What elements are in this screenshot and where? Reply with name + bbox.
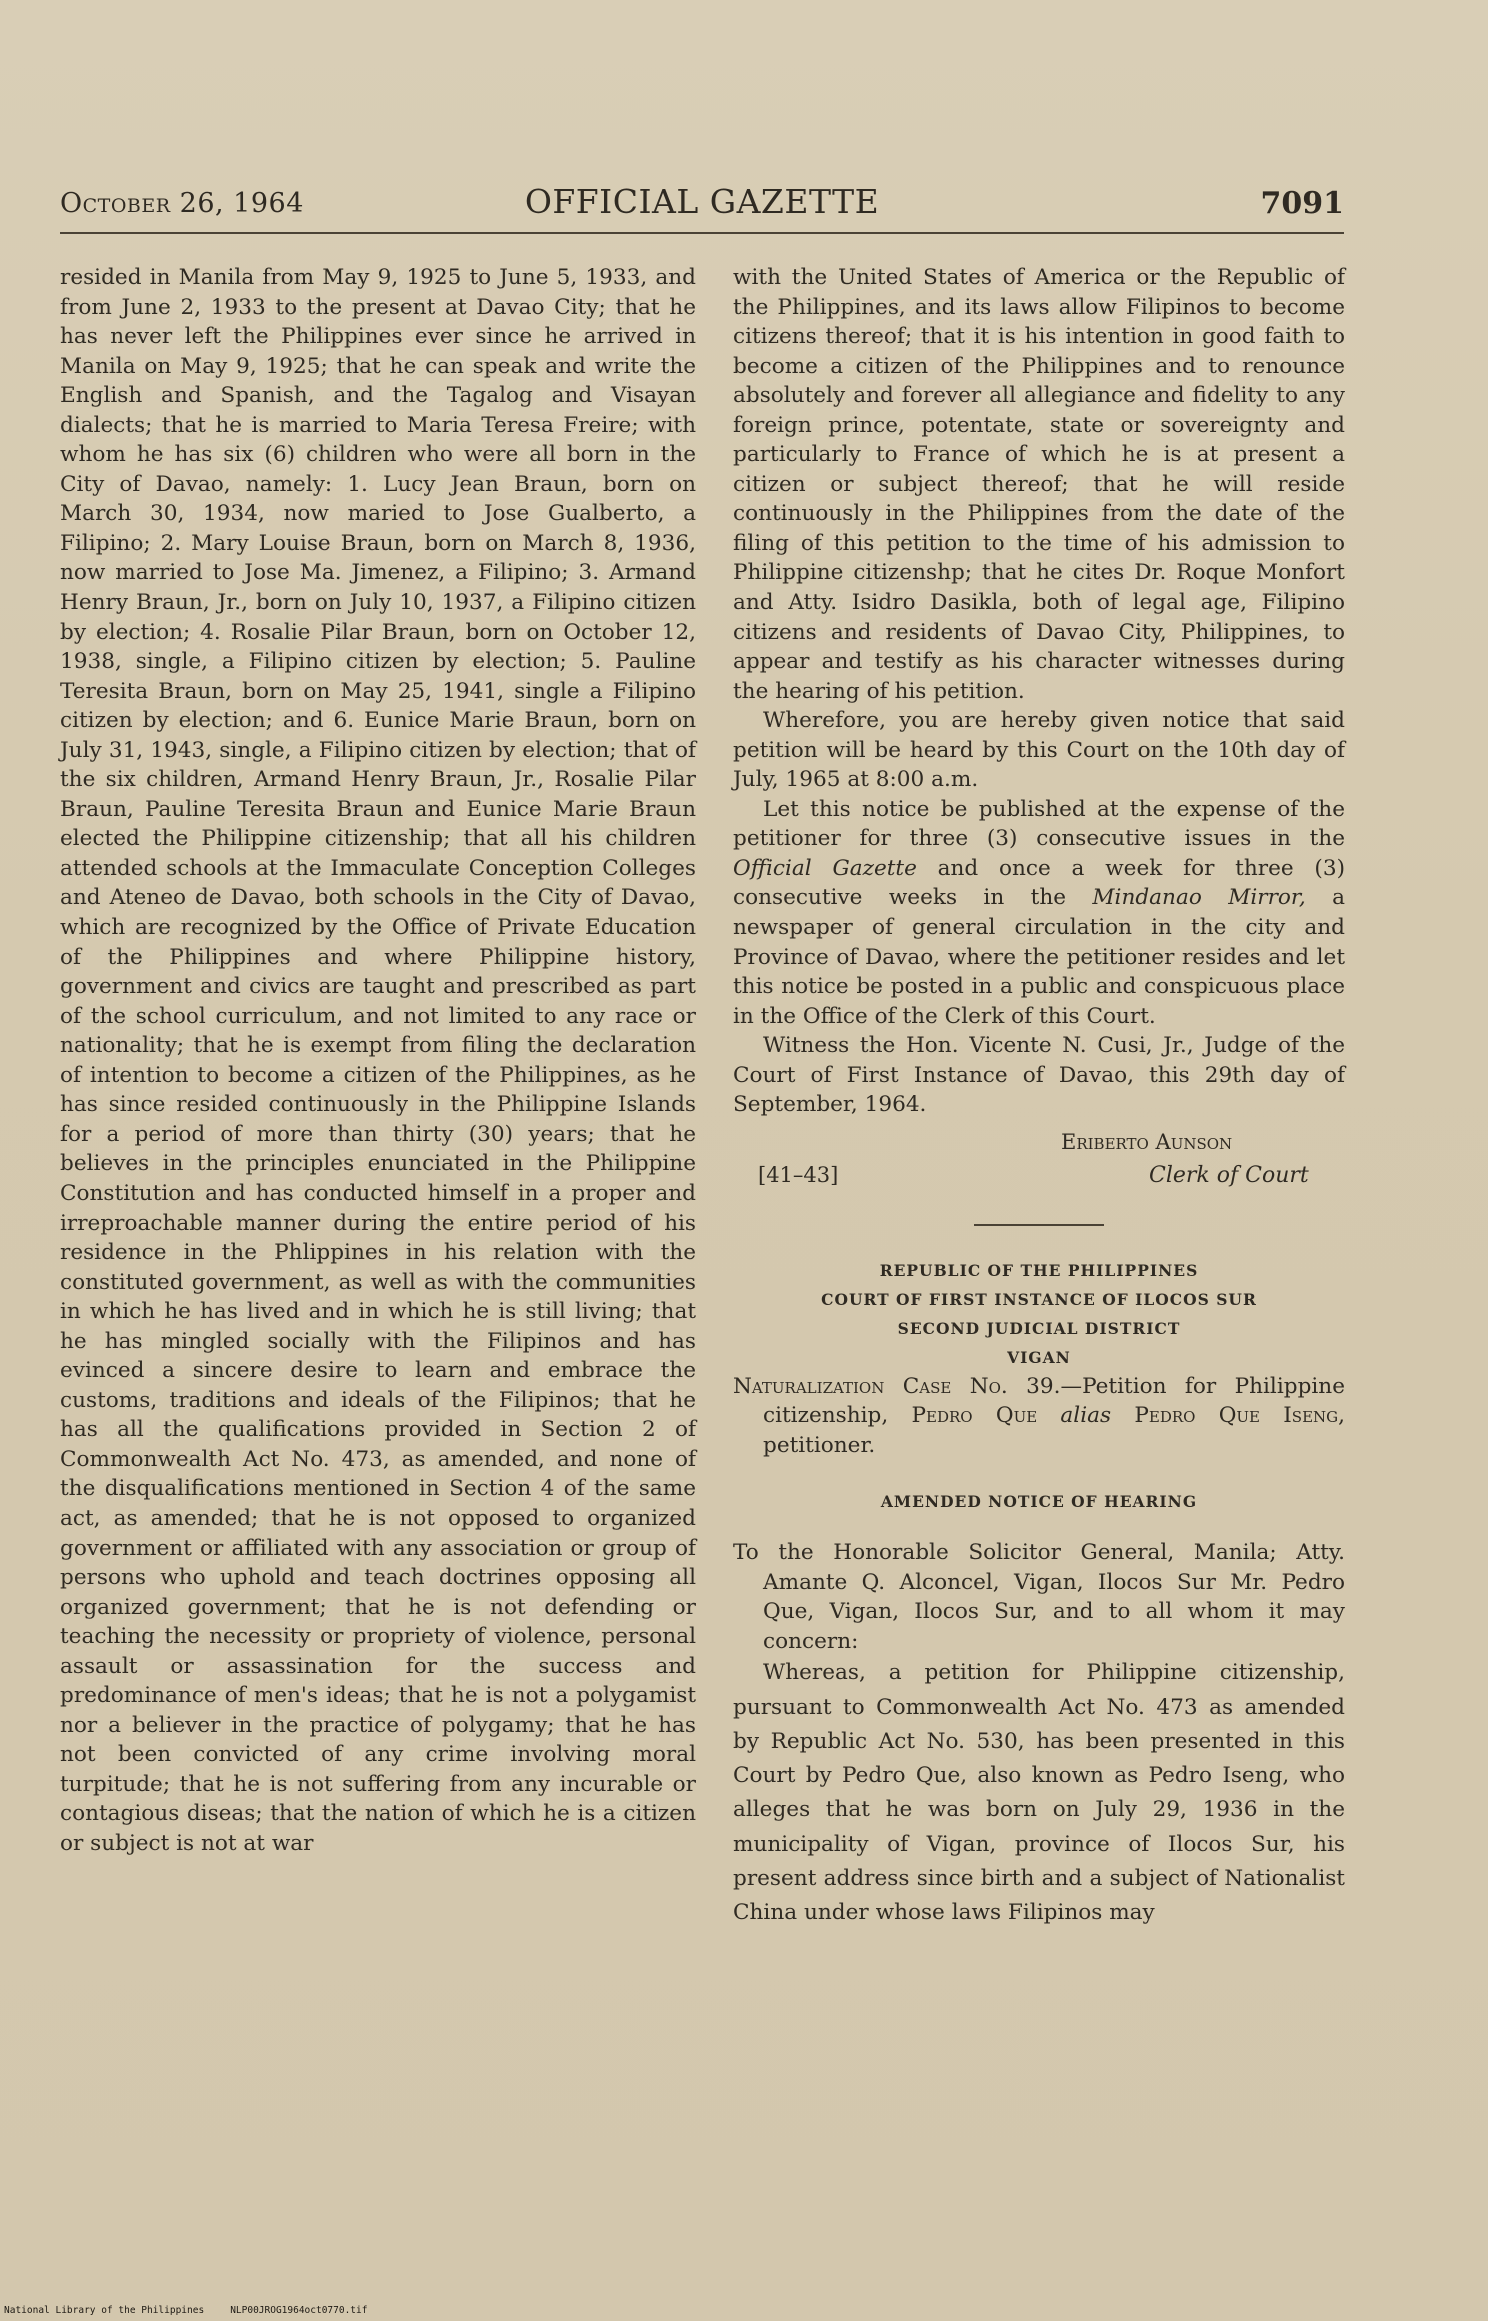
court-heading-line: REPUBLIC OF THE PHILIPPINES <box>879 1260 1199 1280</box>
addressees: To the Honorable Solicitor General, Manila; Atty. Amante Q. Alconcel, Vigan, Ilocos Sur Mr. Pedro Que, Vigan, Ilocos Sur, and to all whom it may concern: <box>733 1540 1345 1654</box>
section-divider <box>974 1224 1104 1226</box>
header-title: OFFICIAL GAZETTE <box>524 182 880 221</box>
publish-paragraph <box>733 795 1345 1031</box>
gazette-name: Official Gazette <box>733 855 917 881</box>
court-heading-line: COURT OF FIRST INSTANCE OF ILOCOS SUR <box>821 1289 1257 1309</box>
right-column <box>733 263 1345 1931</box>
signature-block <box>733 1128 1345 1198</box>
court-heading-line: VIGAN <box>1007 1347 1071 1367</box>
issue-reference: [41–43] <box>758 1162 839 1187</box>
newspaper-name: Mindanao Mirror, <box>1092 885 1306 911</box>
clerk-title: Clerk of Court <box>1149 1162 1309 1188</box>
case-title <box>733 1372 1345 1461</box>
case-text-1: —Petition for Philippine citizenship, <box>763 1373 1345 1429</box>
notice-heading: AMENDED NOTICE OF HEARING <box>880 1491 1198 1511</box>
court-heading <box>733 1256 1345 1372</box>
header-page-number: 7091 <box>1260 186 1344 221</box>
left-column <box>60 263 696 1859</box>
whereas-paragraph: Whereas, a petition for Philippine citizenship, pursuant to Commonwealth Act No. 473 as amended by Republic Act No. 530, has been presented in this Court by Pedro Que, also known as Pedro Iseng, who alleges that he was born on July 29, 1936 in the municipality of Vigan, province of Ilocos Sur, his present address since birth and a subject of Nationalist China under whose laws Filipinos may <box>733 1660 1345 1926</box>
left-column-text: resided in Manila from May 9, 1925 to June 5, 1933, and from June 2, 1933 to the present at Davao City; that he has never left the Philippines ever since he arrived in Manila on May 9, 1925; that he can speak and write the English and Spanish, and the Tagalog and Visayan dialects; that he is married to Maria Teresa Freire; with whom he has six (6) children who were all born in the City of Davao, namely: 1. Lucy Jean Braun, born on March 30, 1934, now maried to Jose Gualberto, a Filipino; 2. Mary Louise Braun, born on March 8, 1936, now married to Jose Ma. Jimenez, a Filipino; 3. Armand Henry Braun, Jr., born on July 10, 1937, a Filipino citizen by election; 4. Rosalie Pilar Braun, born on October 12, 1938, single, a Filipino citizen by election; 5. Pauline Teresita Braun, born on May 25, 1941, single a Filipino citizen by election; and 6. Eunice Marie Braun, born on July 31, 1943, single, a Filipino citizen by election; that of the six children, Armand Henry Braun, Jr., Rosalie Pilar Braun, Pauline Teresita Braun and Eunice Marie Braun elected the Philippine citizenship; that all his children attended schools at the Immaculate Conception Colleges and Ateneo de Davao, both schools in the City of Davao, which are recognized by the Office of Private Education of the Philippines and where Philippine history, government and civics are taught and prescribed as part of the school curriculum, and not limited to any race or nationality; that he is exempt from filing the declaration of intention to become a citizen of the Philippines, as he has since resided continuously in the Philippine Islands for a period of more than thirty (30) years; that he believes in the principles enunciated in the Philippine Constitution and has conducted himself in a proper and irreproachable manner during the entire period of his residence in the Phlippines in his relation with the constituted government, as well as with the communities in which he has lived and in which he is still living; that he has mingled socially with the Filipinos and has evinced a sincere desire to learn and embrace the customs, traditions and ideals of the Filipinos; that he has all the qualifications provided in Section 2 of Commonwealth Act No. 473, as amended, and none of the disqualifications mentioned in Section 4 of the same act, as amended; that he is not opposed to organized government or affiliated with any association or group of persons who uphold and teach doctrines opposing all organized government; that he is not defending or teaching the necessity or propriety of violence, personal assault or assassination for the success and predominance of men's ideas; that he is not a polygamist nor a believer in the practice of polygamy; that he has not been convicted of any crime involving moral turpitude; that he is not suffering from any incurable or contagious diseas; that the nation of which he is a citizen or subject is not at war <box>60 265 696 1856</box>
page-header <box>60 178 1344 228</box>
header-rule <box>60 232 1344 234</box>
court-heading-line: SECOND JUDICIAL DISTRICT <box>897 1318 1181 1338</box>
case-text-2: , petitioner. <box>763 1403 1346 1458</box>
footer-library: National Library of the Philippines <box>4 2305 205 2316</box>
scan-footer <box>4 2305 393 2316</box>
header-date: October 26, 1964 <box>60 188 304 219</box>
petitioner-name: Pedro Que <box>911 1403 1038 1429</box>
witness-paragraph: Witness the Hon. Vicente N. Cusi, Jr., Judge of the Court of First Instance of Davao, this 29th day of September, 1964. <box>733 1033 1345 1118</box>
wherefore-paragraph: Wherefore, you are hereby given notice that said petition will be heard by this Court on the 10th day of July, 1965 at 8:00 a.m. <box>733 708 1345 793</box>
footer-file: NLP00JROG1964oct0770.tif <box>230 2305 368 2316</box>
publish-text-3: a newspaper of general circulation in the city and Province of Davao, where the petitioner resides and let this notice be posted in a public and conspicuous place in the Office of the Clerk of this Court. <box>733 885 1345 1029</box>
publish-text-2: and once a week for three (3) consecutive weeks in the <box>733 855 1345 911</box>
petitioner-alias: Pedro Que Iseng <box>1134 1403 1339 1429</box>
clerk-name: Eriberto Aunson <box>1061 1129 1233 1154</box>
case-label: Naturalization Case No. 39. <box>733 1373 1061 1399</box>
publish-text-1: Let this notice be published at the expense of the petitioner for three (3) consecutive issues in the <box>733 796 1345 852</box>
continuation-paragraph: with the United States of America or the Republic of the Philippines, and its laws allow Filipinos to become citizens thereof; that it is his intention in good faith to become a citizen of the Philippines and to renounce absolutely and forever all allegiance and fidelity to any foreign prince, potentate, state or sovereignty and particularly to France of which he is at present a citizen or subject thereof; that he will reside continuously in the Philippines from the date of the filing of this petition to the time of his admission to Philippine citizenshp; that he cites Dr. Roque Monfort and Atty. Isidro Dasikla, both of legal age, Filipino citizens and residents of Davao City, Philippines, to appear and testify as his character witnesses during the hearing of his petition. <box>733 265 1345 704</box>
alias-word: alias <box>1037 1403 1135 1429</box>
